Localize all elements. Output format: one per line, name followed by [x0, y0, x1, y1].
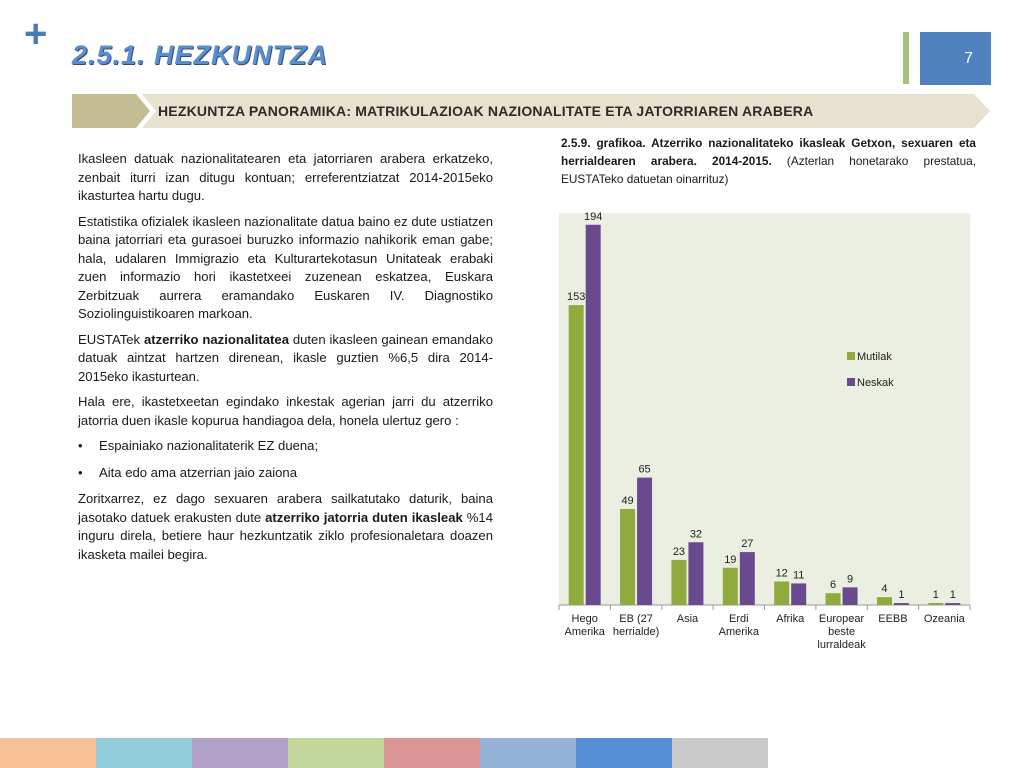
footer-stripe-4: [288, 738, 384, 768]
x-tick-label-line: Amerika: [564, 626, 605, 638]
plus-icon: +: [24, 12, 48, 56]
paragraph-3-start: EUSTATek: [78, 331, 144, 347]
data-label: 12: [775, 567, 788, 580]
footer-stripe-7: [576, 738, 672, 768]
x-tick-label-line: Hego: [571, 613, 598, 625]
data-label: 1: [898, 589, 905, 602]
data-label: 1: [949, 589, 956, 602]
bar-neskak: [791, 583, 806, 605]
bar-neskak: [843, 587, 858, 605]
chart-caption-source: (Azterlan honetarako prestatua, EUSTATeko datuetan oinarrituz): [561, 154, 976, 186]
legend-label-neskak: Neskak: [857, 377, 894, 389]
bar-mutilak: [671, 560, 686, 605]
data-label: 4: [881, 583, 888, 596]
paragraph-5: [78, 490, 493, 564]
data-label: 1: [932, 589, 939, 602]
paragraph-3-bold: atzerriko nazionalitatea: [143, 331, 289, 347]
x-tick-label: [817, 613, 866, 651]
x-tick-label-line: lurraldeak: [817, 639, 866, 651]
paragraph-3-end: duten ikasleen gainean emandako datuak aintzat hartzen direnean, ikasle guztien %6,5 dira 2014-2015eko ikasturtean.: [78, 331, 493, 384]
bullet-item-2: • Aita edo ama atzerrian jaio zaiona: [78, 464, 493, 483]
paragraph-4: Hala ere, ikastetxeetan egindako inkestak agerian jarri du atzerriko jatorria duen ikasle kopurua handiagoa dela, honela ulertuz gero :: [78, 394, 493, 428]
page-number-box: [920, 32, 991, 85]
bar-mutilak: [877, 597, 892, 605]
bar-neskak: [688, 542, 703, 605]
bar-mutilak: [928, 603, 943, 605]
bar-neskak: [740, 552, 755, 605]
x-tick-label: [613, 613, 659, 638]
x-tick-label: [878, 613, 907, 625]
data-label: 32: [689, 528, 703, 541]
x-tick-label-line: Europear: [818, 613, 865, 625]
bar-chart: [555, 200, 985, 660]
footer-stripe-8: [672, 738, 768, 768]
data-label: 194: [584, 210, 603, 223]
paragraph-5-bold: atzerriko jatorria duten ikasleak: [265, 509, 463, 525]
x-tick-label: [776, 613, 805, 625]
bar-mutilak: [774, 581, 789, 605]
x-tick-label-line: Amerika: [718, 626, 759, 638]
page-number: 7: [964, 49, 973, 67]
footer-stripes: [0, 738, 768, 768]
header-accent-bar: [903, 32, 909, 84]
data-label: 65: [638, 463, 651, 476]
banner-chevron-left: [72, 94, 150, 128]
bullet-list: [78, 437, 493, 482]
paragraph-3: [78, 331, 493, 387]
banner-text: HEZKUNTZA PANORAMIKA: MATRIKULAZIOAK NAZIONALITATE ETA JATORRIAREN ARABERA: [158, 103, 814, 119]
page-title: 2.5.1. HEZKUNTZA: [72, 40, 329, 70]
footer-stripe-3: [192, 738, 288, 768]
chart-caption-bold: 2.5.9. grafikoa. Atzerriko nazionalitateko ikasleak Getxon, sexuaren eta herrialdearen arabera. 2014-2015.: [561, 136, 976, 168]
paragraph-5-start: Zoritxarrez, ez dago sexuaren arabera sailkatutako daturik, baina jasotako datuek erakusten dute: [78, 491, 493, 525]
x-tick-label: [924, 613, 966, 625]
bar-neskak: [637, 478, 652, 605]
x-tick-label-line: EEBB: [878, 613, 908, 625]
footer-stripe-5: [384, 738, 480, 768]
data-label: 6: [830, 579, 837, 592]
paragraph-2: Estatistika ofizialek ikasleen nazionalitate datua baino ez dute ustiatzen baina jatorriari eta gurasoei buruzko informazio nahikorik eman gabe; hala, udalaren Immigrazio eta Kulturartekotasun Unitateak erabaki zuen informazio hori ikastetxeei zuzenean eskatzea, Euskara Zerbitzuak aurrera eramandako Euskaren IV. Diagnostiko Soziolinguistikoaren markoan.: [78, 213, 493, 321]
footer-stripe-2: [96, 738, 192, 768]
section-banner: [72, 94, 992, 128]
data-label: 19: [724, 553, 737, 566]
bar-mutilak: [569, 305, 584, 605]
bar-neskak: [586, 225, 601, 605]
legend-label-mutilak: Mutilak: [857, 351, 892, 363]
legend-swatch-mutilak: [847, 352, 855, 360]
data-label: 9: [847, 573, 854, 586]
bar-neskak: [894, 603, 909, 605]
x-tick-label: [565, 613, 606, 638]
x-tick-label: [719, 613, 760, 638]
x-tick-label-line: beste: [828, 626, 856, 638]
x-tick-label-line: herrialde): [612, 626, 660, 638]
bar-mutilak: [723, 568, 738, 605]
data-label: 23: [672, 545, 686, 558]
body-text: [78, 150, 493, 571]
data-label: 27: [741, 538, 754, 551]
x-tick-label-line: Ozeania: [923, 613, 965, 625]
x-tick-label-line: Afrika: [776, 613, 805, 625]
bullet-item-1: • Espainiako nazionalitaterik EZ duena;: [78, 437, 493, 456]
footer-stripe-6: [480, 738, 576, 768]
chart-caption: [561, 134, 976, 188]
x-tick-label: [677, 613, 699, 625]
x-tick-label-line: Erdi: [729, 613, 749, 625]
bar-mutilak: [826, 593, 841, 605]
bar-neskak: [945, 603, 960, 605]
paragraph-1: Ikasleen datuak nazionalitatearen eta jatorriaren arabera erkatzeko, zenbait iturri izan ditugu kontuan; erreferentziatzat 2014-2015eko ikasturtea hartu dugu.: [78, 151, 493, 203]
data-label: 11: [792, 569, 805, 582]
x-tick-label-line: EB (27: [619, 613, 653, 625]
x-tick-label-line: Asia: [676, 613, 699, 625]
paragraph-5-end: %14 inguru direla, betiere haur hezkuntzatik ziklo profesionaletara doazen ikasketa mailei begira.: [78, 509, 493, 562]
footer-stripe-1: [0, 738, 96, 768]
bar-mutilak: [620, 509, 635, 605]
legend-swatch-neskak: [847, 378, 855, 386]
data-label: 49: [621, 494, 634, 507]
data-label: 153: [567, 291, 586, 304]
